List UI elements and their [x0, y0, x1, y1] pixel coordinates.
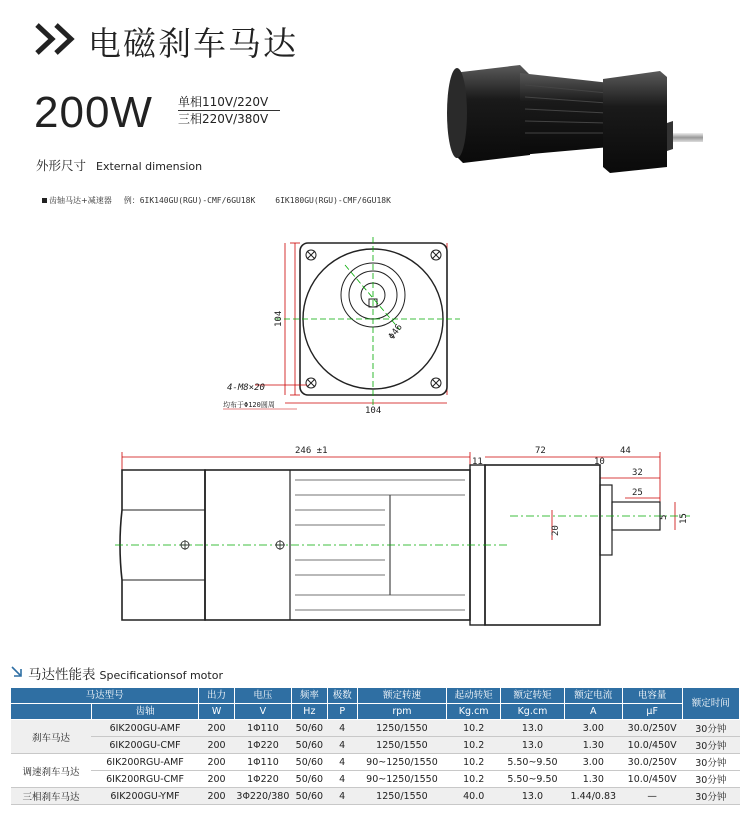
- th-rated-torque-unit: Kg.cm: [501, 704, 565, 720]
- th-output-unit: W: [199, 704, 235, 720]
- page-title: 电磁刹车马达: [88, 24, 298, 63]
- th-voltage-unit: V: [234, 704, 291, 720]
- table-row: [11, 788, 740, 805]
- table-row: [11, 771, 740, 788]
- cell-time: 30分钟: [682, 737, 739, 754]
- cell-poles: 4: [327, 720, 357, 737]
- th-poles: 极数: [327, 688, 357, 704]
- th-speed-unit: rpm: [357, 704, 447, 720]
- cell-output: 200: [199, 737, 235, 754]
- cell-capacitor: 10.0/450V: [622, 771, 682, 788]
- cell-freq: 50/60: [291, 720, 327, 737]
- spec-title-en: Specificationsof motor: [99, 669, 223, 682]
- example-2: 6IK180GU(RGU)-CMF/6GU18K: [275, 196, 391, 205]
- cell-poles: 4: [327, 754, 357, 771]
- spec-title: [28, 663, 223, 683]
- cell-current: 3.00: [564, 754, 622, 771]
- th-freq: 频率: [291, 688, 327, 704]
- cell-time: 30分钟: [682, 754, 739, 771]
- cell-speed: 1250/1550: [357, 788, 447, 805]
- side-view-drawing: [110, 440, 700, 640]
- chevron-double-icon: [34, 22, 82, 56]
- voltage-single: 单相110V/220V: [178, 94, 280, 111]
- len-32-label: 32: [632, 468, 643, 478]
- dim-15-label: 15: [679, 513, 689, 524]
- table-row: [11, 720, 740, 737]
- cell-freq: 50/60: [291, 771, 327, 788]
- cell-model: 6IK200RGU-AMF: [91, 754, 198, 771]
- dimension-title: [36, 156, 202, 174]
- cell-capacitor: 30.0/250V: [622, 754, 682, 771]
- th-capacitor: 电容量: [622, 688, 682, 704]
- cell-freq: 50/60: [291, 788, 327, 805]
- cell-start-torque: 10.2: [447, 754, 501, 771]
- cell-rated-torque: 5.50~9.50: [501, 771, 565, 788]
- th-capacitor-unit: μF: [622, 704, 682, 720]
- th-gear: 齿轴: [91, 704, 198, 720]
- cell-poles: 4: [327, 737, 357, 754]
- cell-speed: 1250/1550: [357, 737, 447, 754]
- cell-model: 6IK200RGU-CMF: [91, 771, 198, 788]
- cell-current: 3.00: [564, 720, 622, 737]
- len-44-label: 44: [620, 446, 631, 456]
- cell-rated-torque: 5.50~9.50: [501, 754, 565, 771]
- cell-current: 1.30: [564, 771, 622, 788]
- example-1: 6IK140GU(RGU)-CMF/6GU18K: [139, 196, 256, 205]
- cell-model: 6IK200GU-YMF: [91, 788, 198, 805]
- cell-start-torque: 10.2: [447, 720, 501, 737]
- cell-time: 30分钟: [682, 720, 739, 737]
- th-speed: 额定转速: [357, 688, 447, 704]
- front-width-label: 104: [365, 406, 382, 416]
- total-length-label: 246 ±1: [295, 446, 328, 456]
- cell-voltage: 1Φ220: [234, 737, 291, 754]
- th-current: 额定电流: [564, 688, 622, 704]
- cell-poles: 4: [327, 788, 357, 805]
- cell-freq: 50/60: [291, 737, 327, 754]
- front-height-label: 104: [274, 310, 284, 327]
- square-bullet-icon: [42, 198, 47, 203]
- spec-title-cn: 马达性能表: [28, 667, 96, 683]
- cell-voltage: 1Φ110: [234, 754, 291, 771]
- cell-voltage: 1Φ110: [234, 720, 291, 737]
- cell-speed: 90~1250/1550: [357, 754, 447, 771]
- cell-freq: 50/60: [291, 754, 327, 771]
- cell-speed: 1250/1550: [357, 720, 447, 737]
- hole-label: 4-M8×20: [227, 383, 265, 393]
- motor-photo: [435, 55, 705, 180]
- cell-model: 6IK200GU-CMF: [91, 737, 198, 754]
- cell-output: 200: [199, 771, 235, 788]
- len-10-label: 10: [594, 457, 605, 467]
- front-view-drawing: [215, 235, 475, 420]
- cell-poles: 4: [327, 771, 357, 788]
- cell-capacitor: —: [622, 788, 682, 805]
- dimension-title-en: External dimension: [96, 160, 203, 173]
- voltage-three: 三相220V/380V: [178, 112, 269, 126]
- model-note: [42, 195, 391, 206]
- cell-rated-torque: 13.0: [501, 737, 565, 754]
- group-name: 调速刹车马达: [11, 754, 92, 788]
- th-time: 额定时间: [682, 688, 739, 720]
- cell-output: 200: [199, 720, 235, 737]
- shaft-diameter-label: Φ46: [387, 322, 405, 342]
- header-row-2: [11, 704, 740, 720]
- table-row: [11, 737, 740, 754]
- header-row-1: [11, 688, 740, 704]
- cell-start-torque: 10.2: [447, 737, 501, 754]
- cell-output: 200: [199, 788, 235, 805]
- th-current-unit: A: [564, 704, 622, 720]
- arrow-down-right-icon: [10, 665, 24, 679]
- len-25-label: 25: [632, 488, 643, 498]
- cell-start-torque: 10.2: [447, 771, 501, 788]
- th-voltage: 电压: [234, 688, 291, 704]
- th-rated-torque: 额定转矩: [501, 688, 565, 704]
- cell-voltage: 1Φ220: [234, 771, 291, 788]
- spec-table: [10, 687, 740, 805]
- table-row: [11, 754, 740, 771]
- voltage-info: [178, 94, 280, 127]
- th-start-torque: 起动转矩: [447, 688, 501, 704]
- th-output: 出力: [199, 688, 235, 704]
- cell-speed: 90~1250/1550: [357, 771, 447, 788]
- th-freq-unit: Hz: [291, 704, 327, 720]
- cell-rated-torque: 13.0: [501, 788, 565, 805]
- cell-model: 6IK200GU-AMF: [91, 720, 198, 737]
- pcd-label: 均布于Φ120圆周: [223, 401, 275, 409]
- len-11-label: 11: [472, 457, 483, 467]
- cell-time: 30分钟: [682, 788, 739, 805]
- group-name: 刹车马达: [11, 720, 92, 754]
- cell-current: 1.44/0.83: [564, 788, 622, 805]
- len-72-label: 72: [535, 446, 546, 456]
- cell-output: 200: [199, 754, 235, 771]
- note-label: 齿轴马达+减速器: [49, 196, 112, 205]
- th-start-torque-unit: Kg.cm: [447, 704, 501, 720]
- th-poles-unit: P: [327, 704, 357, 720]
- dimension-title-cn: 外形尺寸: [36, 158, 87, 173]
- dim-20-label: 20: [551, 525, 561, 536]
- dim-5-label: 5: [659, 514, 669, 520]
- cell-voltage: 3Φ220/380: [234, 788, 291, 805]
- th-model: 马达型号: [11, 688, 199, 704]
- cell-current: 1.30: [564, 737, 622, 754]
- cell-time: 30分钟: [682, 771, 739, 788]
- cell-capacitor: 30.0/250V: [622, 720, 682, 737]
- cell-capacitor: 10.0/450V: [622, 737, 682, 754]
- cell-rated-torque: 13.0: [501, 720, 565, 737]
- cell-start-torque: 40.0: [447, 788, 501, 805]
- power-rating: 200W: [34, 88, 153, 137]
- group-name: 三相刹车马达: [11, 788, 92, 805]
- example-prefix: 例：: [123, 196, 140, 205]
